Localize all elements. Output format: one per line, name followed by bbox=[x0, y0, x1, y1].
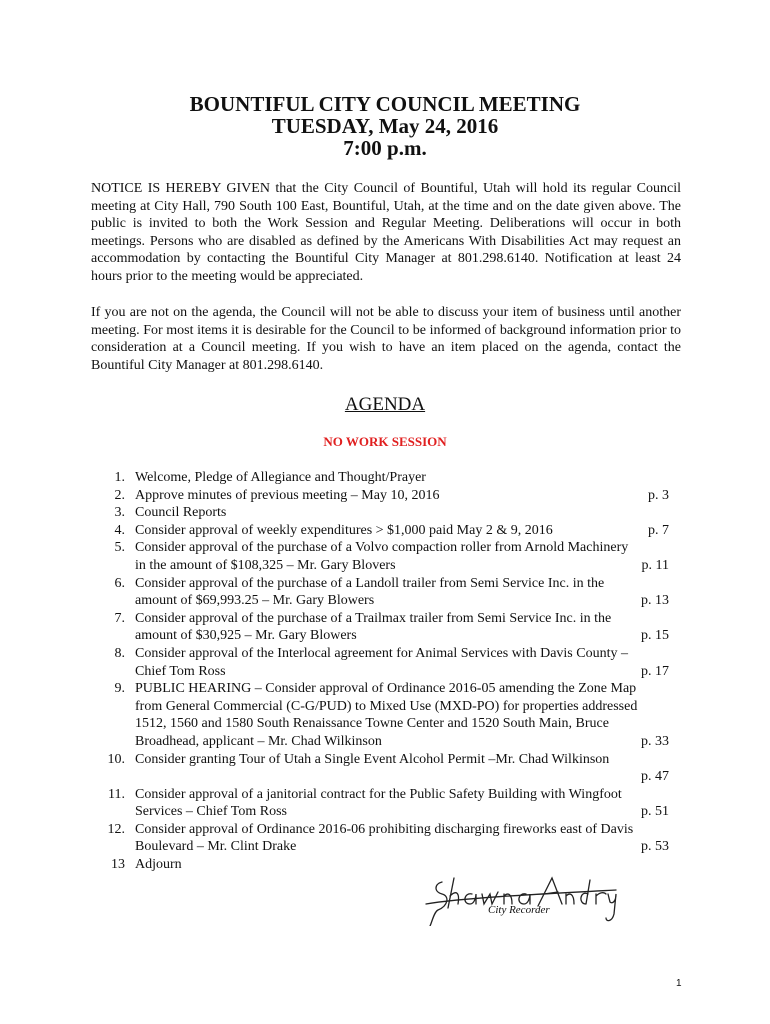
agenda-item-line bbox=[135, 645, 669, 663]
agenda-item bbox=[0, 751, 770, 786]
agenda-item bbox=[0, 856, 770, 874]
agenda-item-number: 3. bbox=[114, 505, 125, 521]
agenda-item-text: Services – Chief Tom Ross bbox=[135, 804, 287, 820]
agenda-item-line bbox=[135, 487, 669, 505]
agenda-list bbox=[0, 469, 770, 874]
agenda-item bbox=[0, 575, 770, 610]
agenda-item-text: PUBLIC HEARING – Consider approval of Ordinance 2016-05 amending the Zone Map bbox=[135, 681, 637, 697]
title-block bbox=[0, 93, 770, 159]
agenda-item-text: Adjourn bbox=[135, 857, 182, 873]
agenda-item-text: Council Reports bbox=[135, 505, 227, 521]
agenda-item-text: Boulevard – Mr. Clint Drake bbox=[135, 839, 297, 855]
agenda-item-line bbox=[135, 838, 669, 856]
agenda-item bbox=[0, 786, 770, 821]
agenda-item-text: Consider approval of the purchase of a Landoll trailer from Semi Service Inc. in the bbox=[135, 575, 605, 591]
agenda-item-line bbox=[135, 803, 669, 821]
agenda-item-line bbox=[135, 504, 669, 522]
agenda-page-reference: p. 13 bbox=[641, 593, 669, 609]
agenda-item-line bbox=[135, 557, 669, 575]
agenda-item-text: Approve minutes of previous meeting – May 10, 2016 bbox=[135, 487, 440, 503]
agenda-page-reference: p. 47 bbox=[641, 769, 669, 785]
agenda-page-reference: p. 15 bbox=[641, 628, 669, 644]
agenda-item-line bbox=[135, 469, 669, 487]
agenda-item-text: in the amount of $108,325 – Mr. Gary Blovers bbox=[135, 557, 396, 573]
agenda-item-line bbox=[135, 575, 669, 593]
agenda-item-number: 5. bbox=[114, 540, 125, 556]
agenda-item-text: 1512, 1560 and 1580 South Renaissance Towne Center and 1520 South Main, Bruce bbox=[135, 716, 609, 732]
no-work-session-notice: NO WORK SESSION bbox=[323, 434, 447, 449]
agenda-item-text: Consider granting Tour of Utah a Single Event Alcohol Permit –Mr. Chad Wilkinson bbox=[135, 751, 610, 767]
page-number: 1 bbox=[676, 978, 682, 989]
agenda-item bbox=[0, 539, 770, 574]
agenda-item-text: Consider approval of Ordinance 2016-06 prohibiting discharging fireworks east of Davis bbox=[135, 821, 634, 837]
agenda-item-number: 13 bbox=[111, 857, 125, 873]
agenda-item-line bbox=[135, 592, 669, 610]
agenda-item-line bbox=[135, 768, 669, 786]
agenda-item-number: 8. bbox=[114, 645, 125, 661]
agenda-item-text: Consider approval of a janitorial contract for the Public Safety Building with Wingfoot bbox=[135, 786, 622, 802]
agenda-item bbox=[0, 645, 770, 680]
agenda-item-number: 2. bbox=[114, 487, 125, 503]
agenda-item-number: 12. bbox=[107, 821, 125, 837]
agenda-item-text: Consider approval of the purchase of a Trailmax trailer from Semi Service Inc. in the bbox=[135, 610, 612, 626]
agenda-item-text: amount of $69,993.25 – Mr. Gary Blowers bbox=[135, 593, 375, 609]
agenda-item-number: 4. bbox=[114, 522, 125, 538]
agenda-item-text: Consider approval of the Interlocal agreement for Animal Services with Davis County – bbox=[135, 645, 628, 661]
agenda-item bbox=[0, 487, 770, 505]
agenda-item-line bbox=[135, 786, 669, 804]
agenda-item-line bbox=[135, 856, 669, 874]
agenda-heading: AGENDA bbox=[344, 394, 426, 415]
agenda-page-reference: p. 7 bbox=[648, 522, 669, 538]
agenda-item-line bbox=[135, 680, 669, 698]
meeting-date: TUESDAY, May 24, 2016 bbox=[271, 114, 499, 138]
meeting-title: BOUNTIFUL CITY COUNCIL MEETING bbox=[189, 92, 581, 116]
agenda-item-text: Consider approval of the purchase of a Volvo compaction roller from Arnold Machinery bbox=[135, 540, 629, 556]
agenda-item-line bbox=[135, 751, 669, 769]
agenda-item-line bbox=[135, 610, 669, 628]
agenda-item-text: Chief Tom Ross bbox=[135, 663, 226, 679]
agenda-item bbox=[0, 469, 770, 487]
agenda-item-number: 7. bbox=[114, 610, 125, 626]
agenda-item-text: from General Commercial (C-G/PUD) to Mixed Use (MXD-PO) for properties addressed bbox=[135, 698, 638, 714]
agenda-item-line bbox=[135, 522, 669, 540]
agenda-item-text: Welcome, Pledge of Allegiance and Thought/Prayer bbox=[135, 470, 426, 485]
agenda-item bbox=[0, 821, 770, 856]
agenda-item-line bbox=[135, 539, 669, 557]
agenda-page-reference: p. 3 bbox=[648, 487, 669, 503]
agenda-item-text: Broadhead, applicant – Mr. Chad Wilkinson bbox=[135, 733, 382, 749]
agenda-item-number: 10. bbox=[107, 751, 125, 767]
agenda-item-line bbox=[135, 627, 669, 645]
notice-paragraph: NOTICE IS HEREBY GIVEN that the City Council of Bountiful, Utah will hold its regular Council meeting at City Hall, 790 South 100 East, Bountiful, Utah, at the time and on the date given above. The public is invited to both the Work Session and Regular Meeting. Deliberations will occur in both meetings. Persons who are disabled as defined by the Americans With Disabilities Act may request an accommodation by contacting the Bountiful City Manager at 801.298.6140. Notification at least 24 hours prior to the meeting would be appreciated. bbox=[91, 181, 681, 284]
agenda-request-paragraph: If you are not on the agenda, the Council will not be able to discuss your item of business until another meeting. For most items it is desirable for the Council to be informed of background information prior to consideration at a Council meeting. If you wish to have an item placed on the agenda, contact the Bountiful City Manager at 801.298.6140. bbox=[91, 305, 681, 373]
agenda-item-line bbox=[135, 698, 669, 716]
agenda-item-number: 11. bbox=[108, 786, 125, 802]
agenda-item bbox=[0, 610, 770, 645]
signature-image bbox=[420, 874, 620, 926]
agenda-item-number: 9. bbox=[114, 681, 125, 697]
agenda-item-number: 1. bbox=[114, 470, 125, 485]
agenda-item-text: Consider approval of weekly expenditures > $1,000 paid May 2 & 9, 2016 bbox=[135, 522, 553, 538]
agenda-item-line bbox=[135, 715, 669, 733]
agenda-item bbox=[0, 680, 770, 750]
agenda-item bbox=[0, 504, 770, 522]
agenda-page-reference: p. 51 bbox=[641, 804, 669, 820]
agenda-item bbox=[0, 522, 770, 540]
agenda-page-reference: p. 17 bbox=[641, 663, 669, 679]
agenda-item-line bbox=[135, 663, 669, 681]
agenda-page-reference: p. 33 bbox=[641, 733, 669, 749]
signature-title: City Recorder bbox=[488, 904, 550, 916]
agenda-item-line bbox=[135, 821, 669, 839]
meeting-time: 7:00 p.m. bbox=[343, 136, 427, 160]
agenda-page-reference: p. 11 bbox=[641, 557, 669, 573]
agenda-page-reference: p. 53 bbox=[641, 839, 669, 855]
agenda-item-number: 6. bbox=[114, 575, 125, 591]
agenda-item-text: amount of $30,925 – Mr. Gary Blowers bbox=[135, 628, 357, 644]
agenda-item-line bbox=[135, 733, 669, 751]
